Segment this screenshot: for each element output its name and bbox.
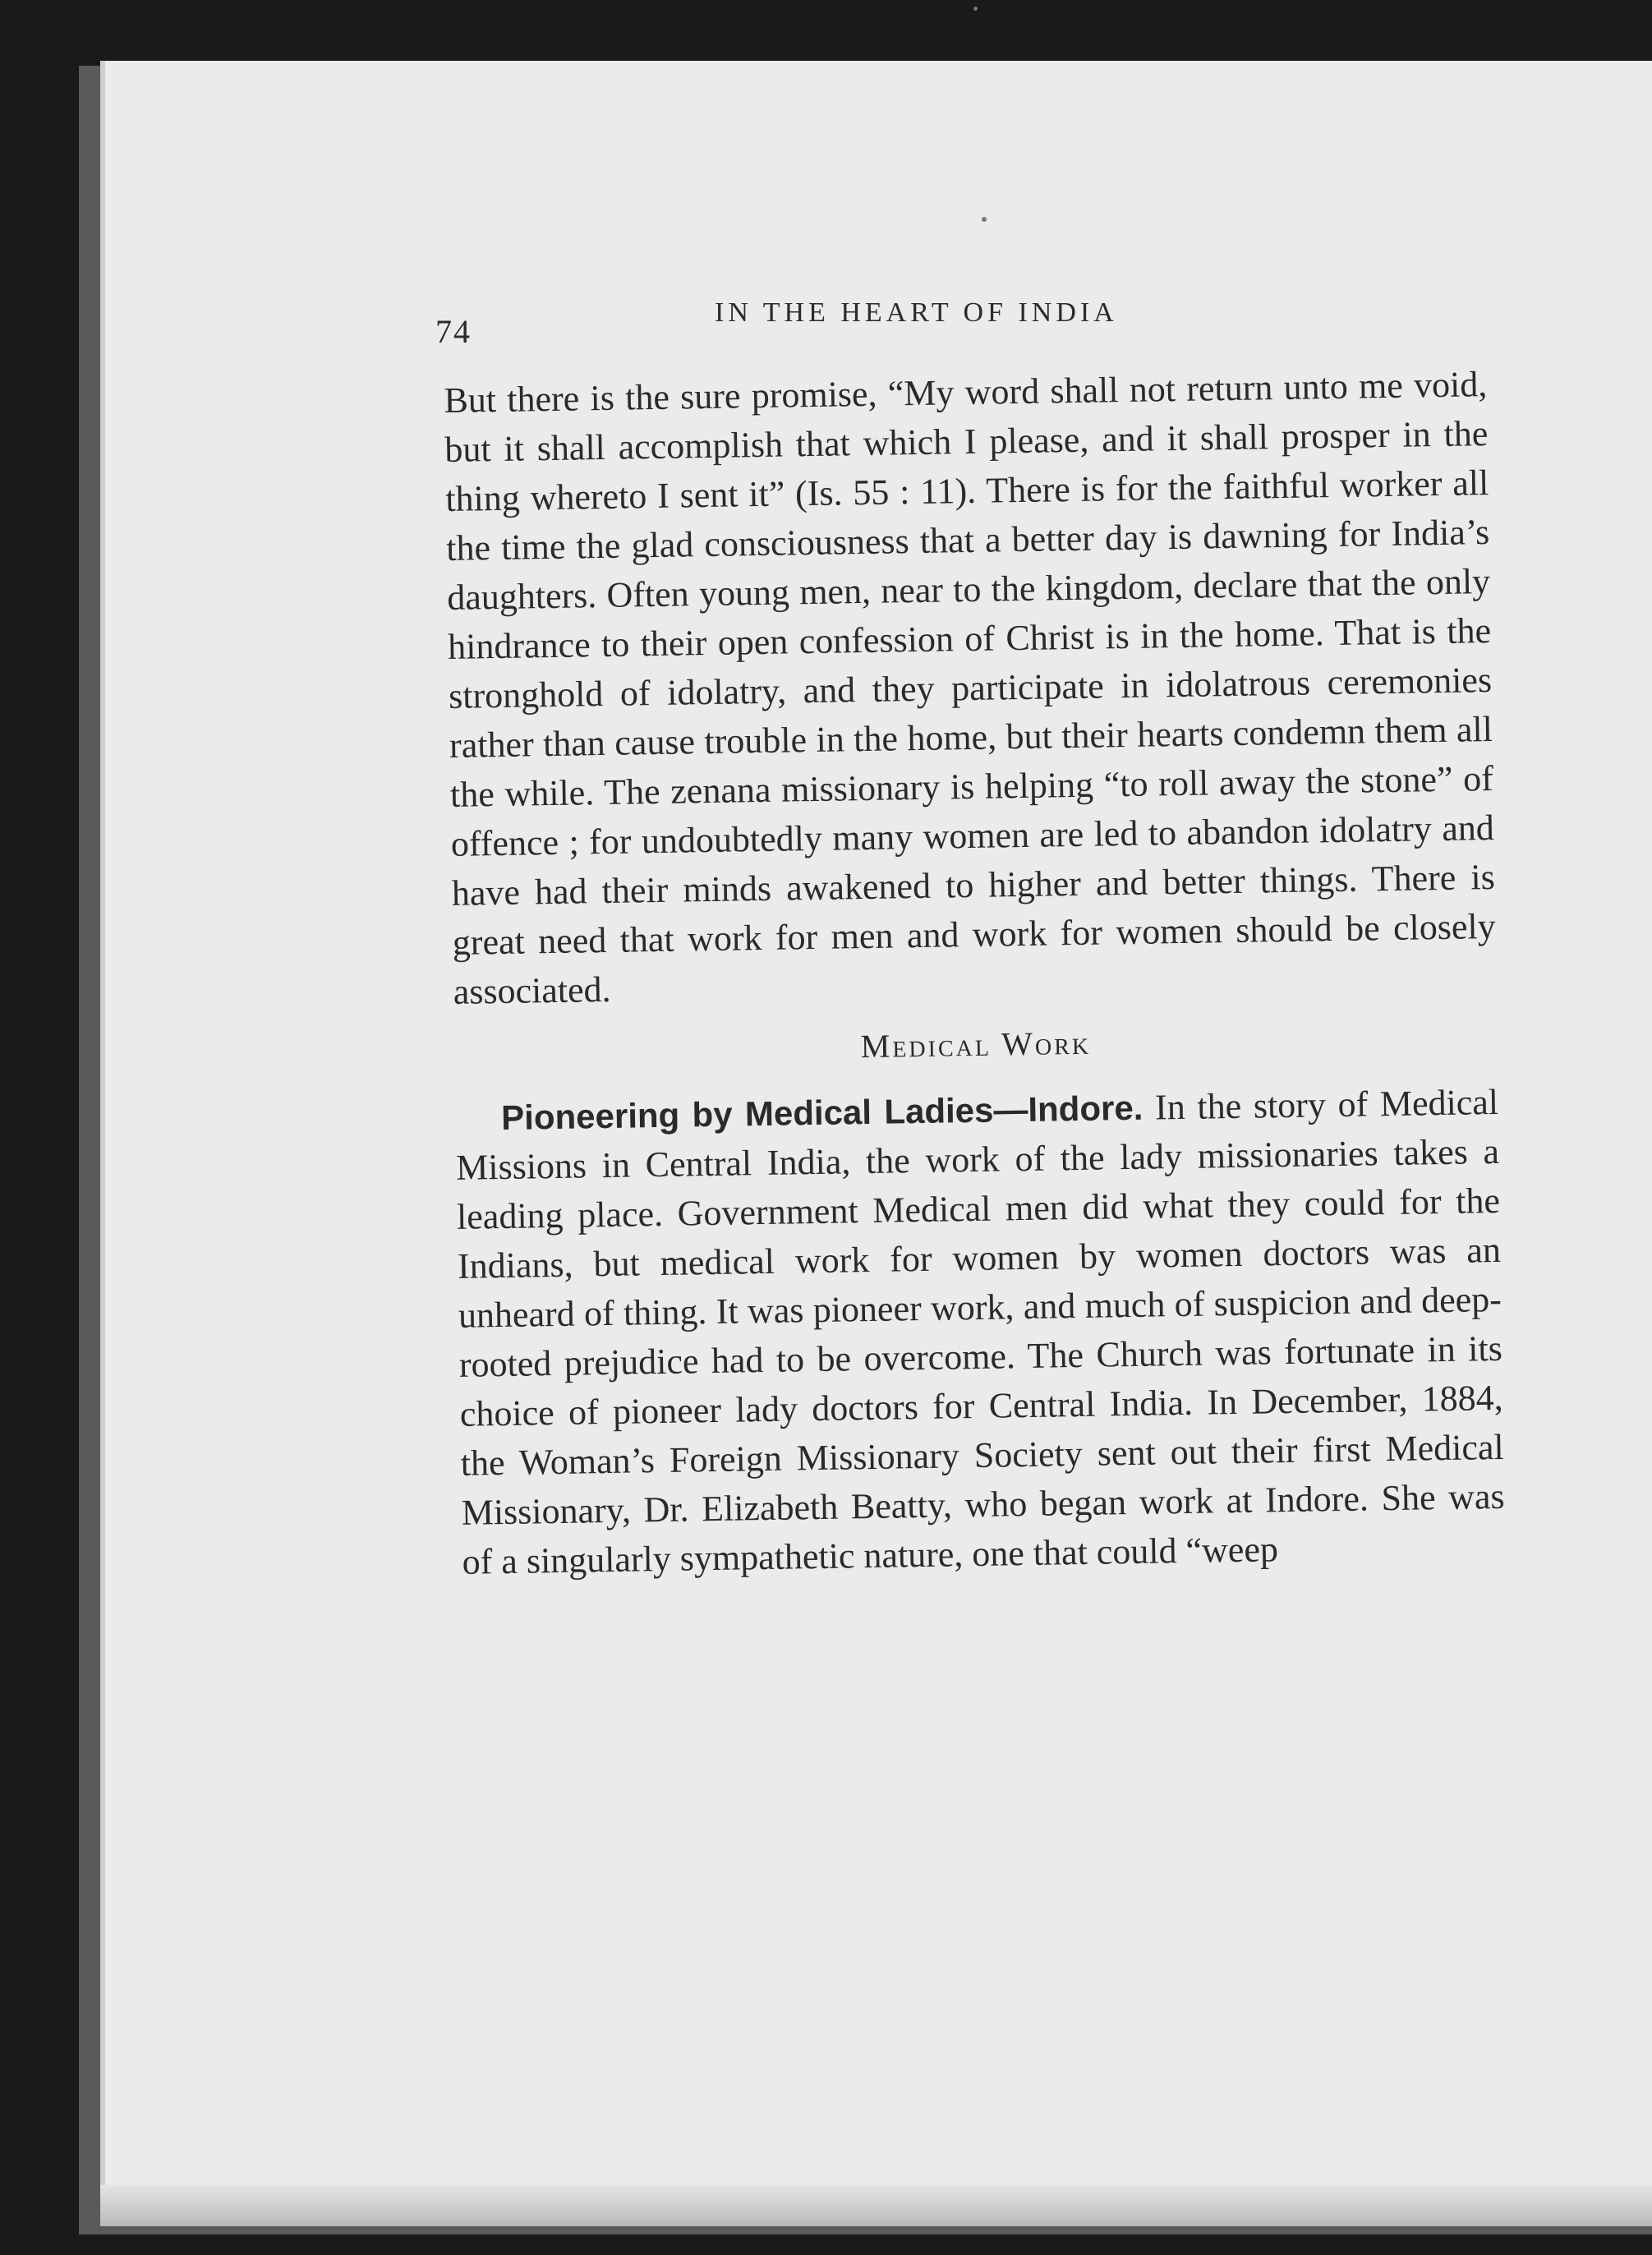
page-number: 74 [435, 313, 472, 350]
page-header [435, 297, 1495, 350]
paragraph [455, 1078, 1506, 1587]
running-head: IN THE HEART OF INDIA [715, 297, 1118, 328]
paragraph: But there is the sure promise, “My word shall not return unto me void, but it shall accomplish that which I please, and it shall prosper in the thing whereto I sent it” (Is. 55 : 11). There is for the faithful worker all the time the glad consciousness that a better day is dawning for India’s daughters. Often young men, near to the kingdom, declare that the only hindrance to their open confession of Christ is in the home. That is the stronghold of idolatry, and they participate in idolatrous ceremonies rather than cause trouble in the home, but their hearts condemn them all the while. The zenana missionary is helping “to roll away the stone” of offence ; for undoubtedly many women are led to abandon idolatry and have had their minds awakened to higher and better things. There is great need that work for men and work for women should be closely associated. [444, 364, 1497, 1012]
section-heading: Medical Work [860, 1024, 1092, 1065]
dust-speck [982, 217, 987, 222]
paragraph-text: In the story of Medical Missions in Central India, the work of the lady missionaries takes a leading place. Government Medical men did what they could for the Indians, but medical work for women by women doctors was an unheard of thing. It was pioneer work, and much of suspicion and deep-rooted prejudice had to be overcome. The Church was fortunate in its choice of pioneer lady doctors for Central India. In December, 1884, the Woman’s Foreign Missionary Society sent out their first Medical Missionary, Dr. Elizabeth Beatty, who began work at Indore. She was of a singularly sympathetic nature, one that could “weep [455, 1081, 1505, 1582]
page-bottom-shadow [100, 2185, 1652, 2226]
dust-speck [973, 7, 978, 11]
run-in-heading: Pioneering by Medical Ladies—Indore. [500, 1088, 1144, 1138]
body-text [444, 360, 1506, 1587]
